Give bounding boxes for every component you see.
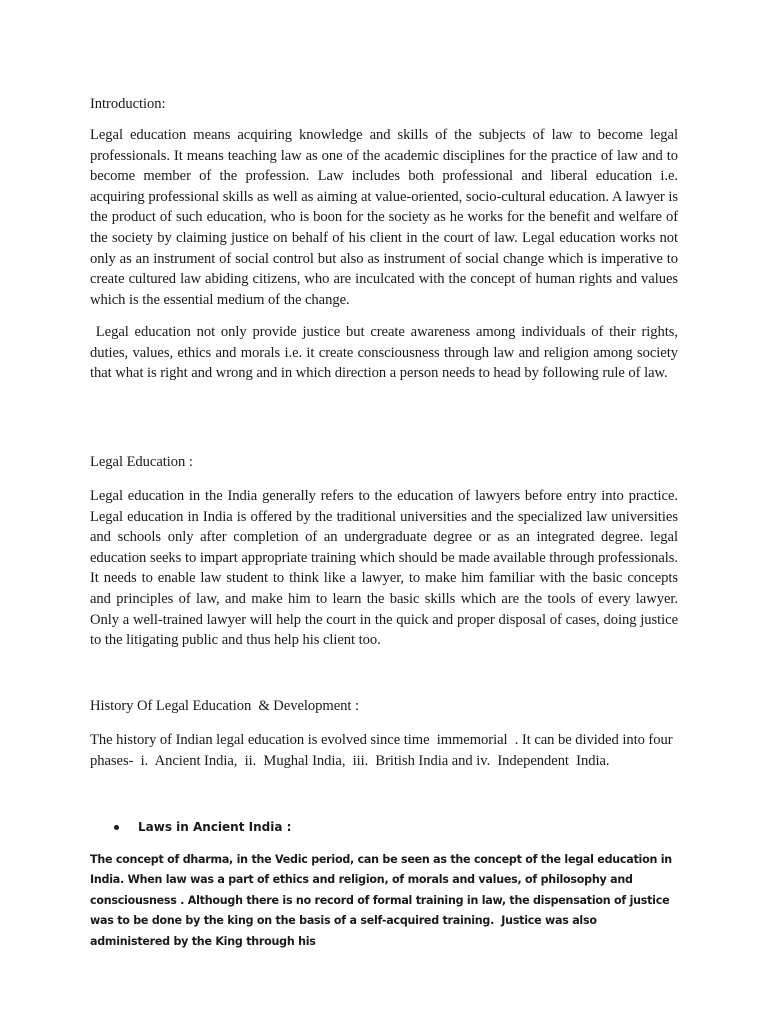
history-paragraph: The history of Indian legal education is evolved since time immemorial . It can be divided into four phases- i. Ancient India, ii. Mughal India, iii. British India and iv. Independent India. bbox=[90, 732, 677, 769]
history-heading: History Of Legal Education & Development : bbox=[90, 698, 359, 714]
legal-education-paragraph: Legal education in the India generally refers to the education of lawyers before entry into practice. Legal education in India is offered by the traditional universities and the specialized law universities and schools only after completion of an undergraduate degree or as an integrated degree. legal education seeks to impart appropriate training which should be made available through professionals. It needs to enable law student to think like a lawyer, to make him familiar with the basic concepts and principles of law, and make him to learn the basic skills which are the tools of every lawyer. Only a well-trained lawyer will help the court in the quick and proper disposal of cases, doing justice to the litigating public and thus help his client too. bbox=[90, 488, 678, 649]
bullet-icon bbox=[114, 825, 119, 830]
ancient-india-paragraph: The concept of dharma, in the Vedic period, can be seen as the concept of the legal education in India. When law was a part of ethics and religion, of morals and values, of philosophy and consciousness . Although there is no record of formal training in law, the dispensation of justice was to be done by the king on the basis of a self-acquired training. Justice was also administered by the King through his bbox=[90, 853, 676, 948]
ancient-india-bullet-item bbox=[114, 819, 291, 835]
introduction-paragraph-2: Legal education not only provide justice but create awareness among individuals of their rights, duties, values, ethics and morals i.e. it create consciousness through law and religion among society that what is right and wrong and in which direction a person needs to head by following rule of law. bbox=[90, 324, 682, 382]
ancient-india-bullet-label: Laws in Ancient India : bbox=[138, 820, 292, 834]
introduction-paragraph-1: Legal education means acquiring knowledge and skills of the subjects of law to become legal professionals. It means teaching law as one of the academic disciplines for the practice of law and to become member of the profession. Law includes both professional and liberal education i.e. acquiring professional skills as well as aiming at value-oriented, socio-cultural education. A lawyer is the product of such education, who is boon for the society as he works for the benefit and welfare of the society by claiming justice on behalf of his client in the court of law. Legal education works not only as an instrument of social control but also as instrument of social change which is imperative to create cultured law abiding citizens, who are inculcated with the concept of human rights and values which is the essential medium of the change. bbox=[90, 127, 678, 308]
introduction-heading: Introduction: bbox=[90, 96, 166, 112]
legal-education-heading: Legal Education : bbox=[90, 454, 193, 470]
